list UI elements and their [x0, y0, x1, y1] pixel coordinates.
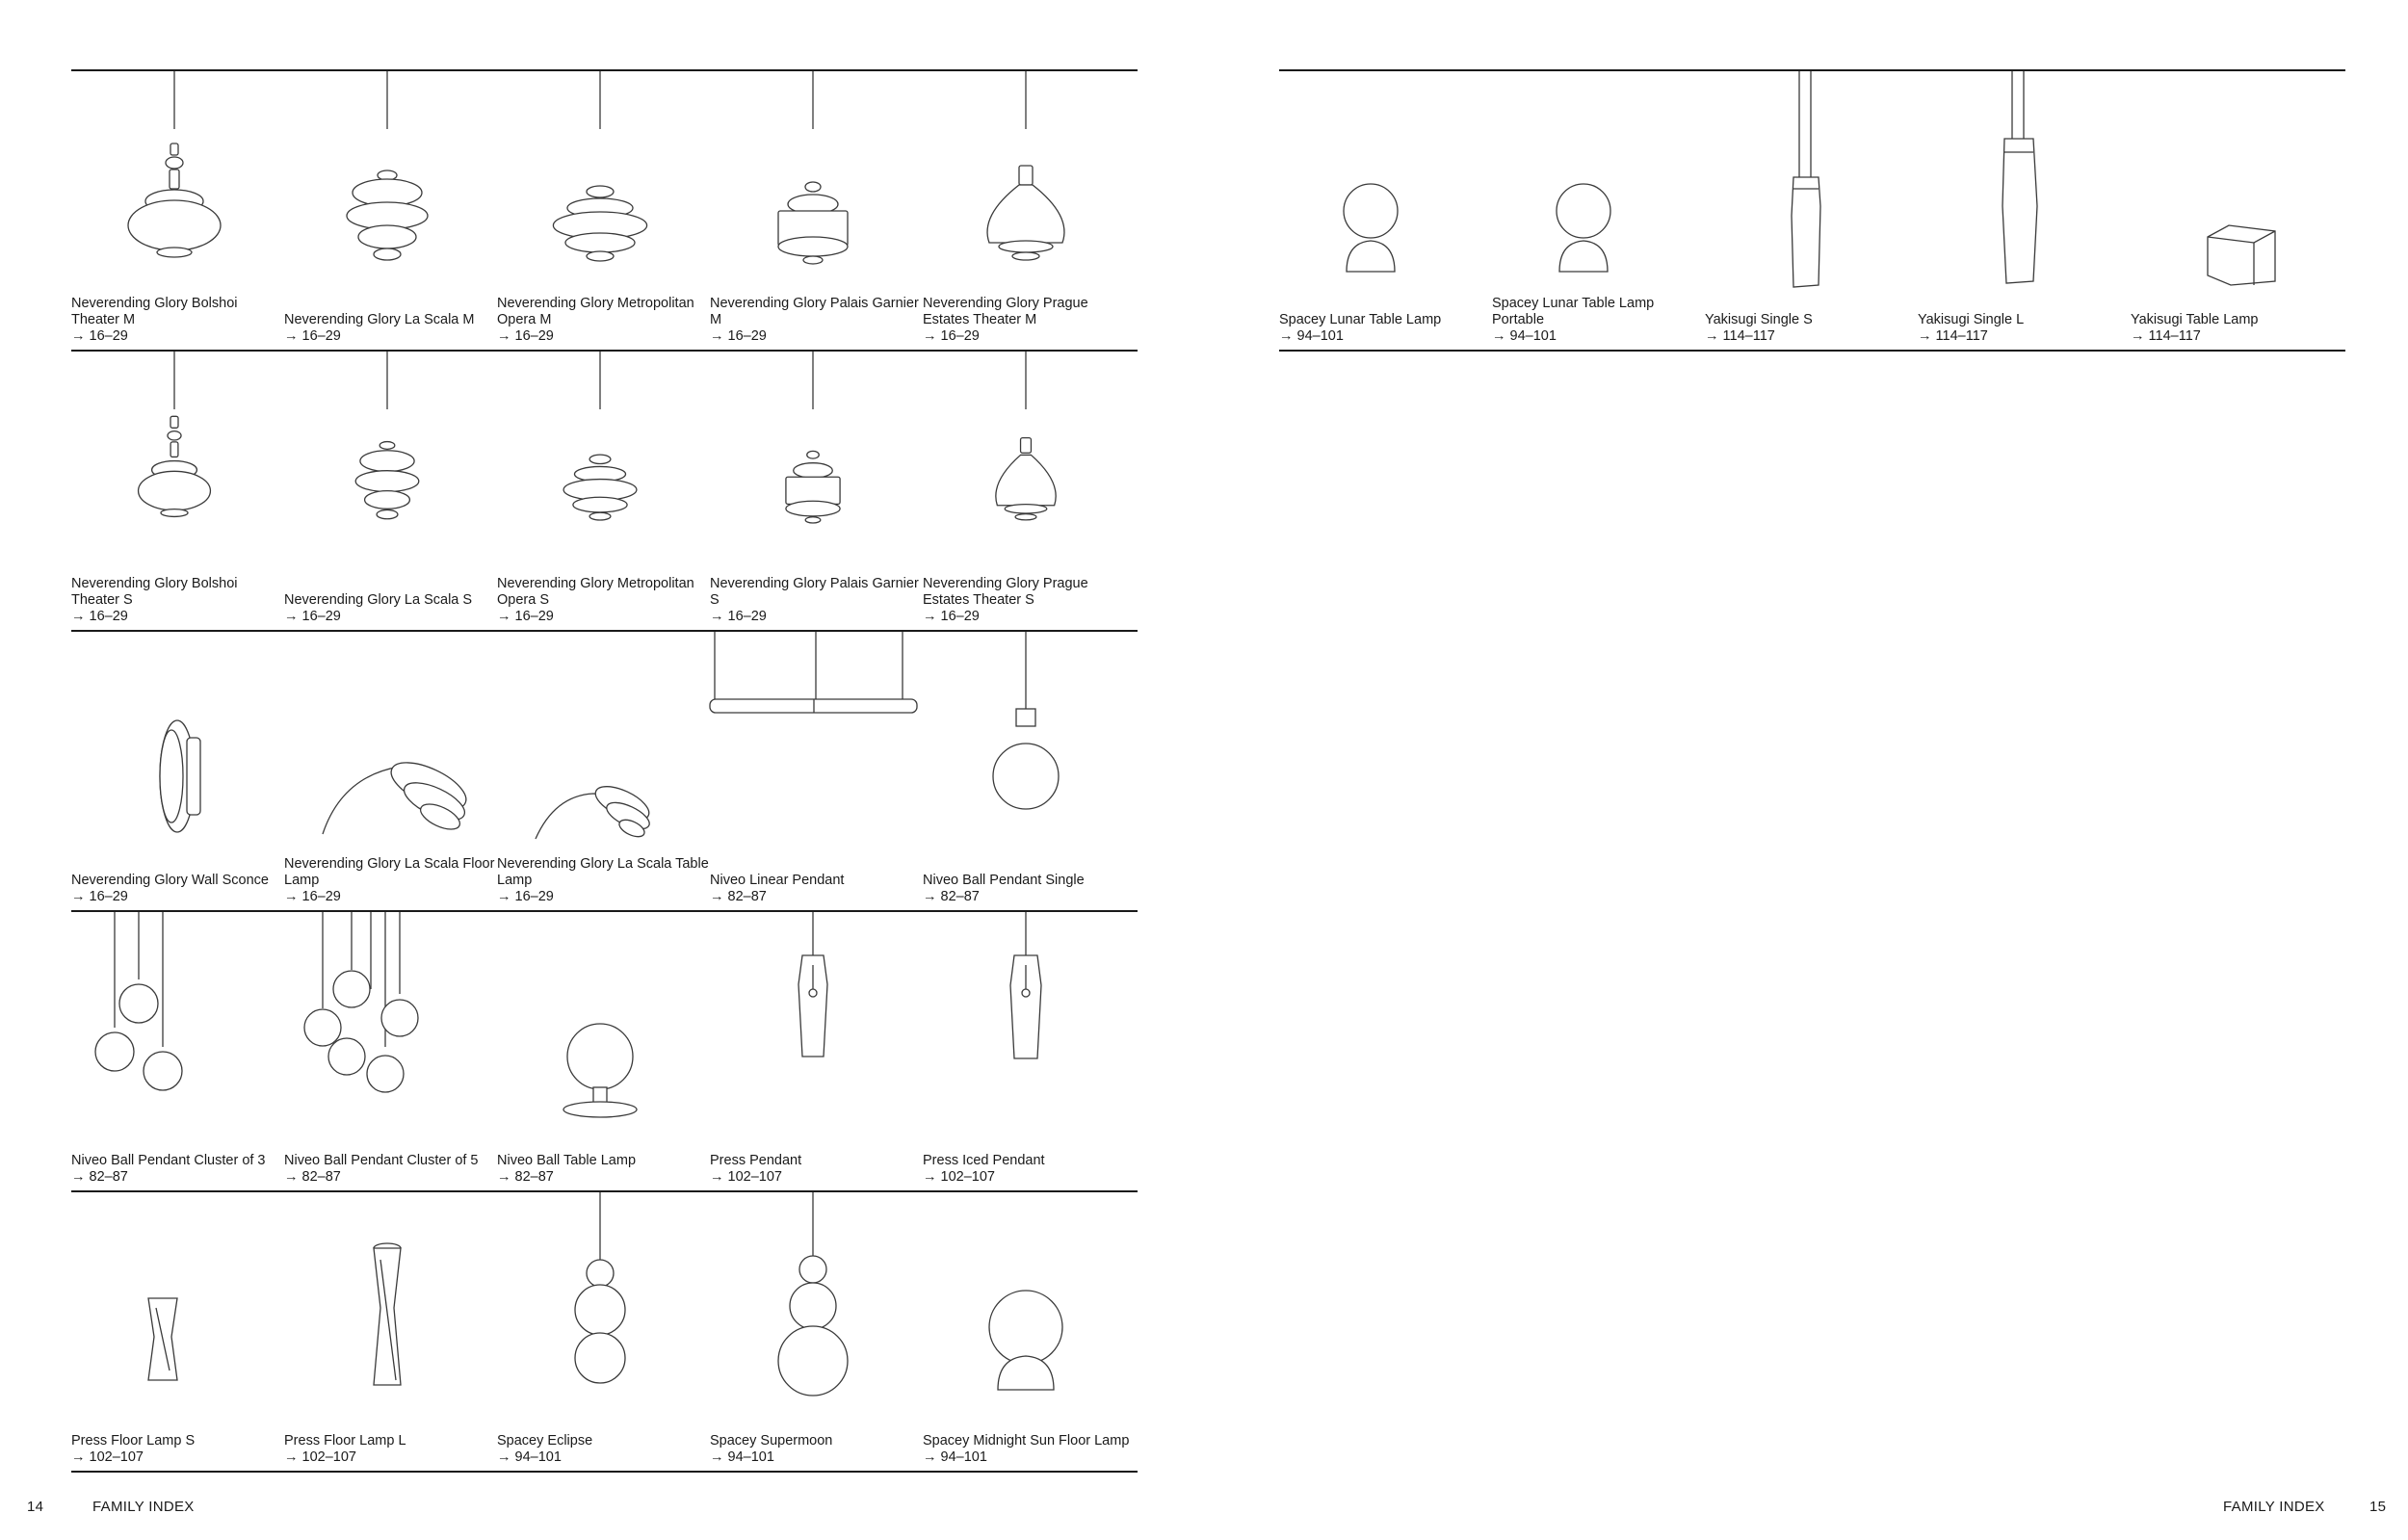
product-name: Neverending Glory Metropolitan Opera S [497, 576, 694, 608]
product-name: Neverending Glory La Scala Table Lamp [497, 856, 709, 888]
product-name: Spacey Supermoon [710, 1433, 833, 1449]
product-item[interactable] [71, 352, 278, 631]
table-lamp-icon [497, 632, 704, 853]
product-label [1279, 312, 1491, 345]
section-title: FAMILY INDEX [2223, 1499, 2325, 1515]
product-name: Yakisugi Single S [1705, 312, 1813, 327]
row-divider [1279, 350, 2345, 352]
press-iced-pendant-icon [923, 912, 1130, 1134]
product-item[interactable] [497, 1192, 704, 1472]
product-label [284, 312, 496, 345]
product-label [2131, 312, 2343, 345]
page-reference: → 16–29 [71, 889, 128, 904]
product-item[interactable] [710, 71, 917, 351]
cluster-3-icon [71, 912, 278, 1134]
product-name: Spacey Lunar Table Lamp Portable [1492, 296, 1655, 327]
product-label [1705, 312, 1917, 345]
product-name: Press Iced Pendant [923, 1153, 1045, 1168]
product-name: Neverending Glory Metropolitan Opera M [497, 296, 694, 327]
product-label [1918, 312, 2130, 345]
cluster-5-icon [284, 912, 491, 1134]
product-label [923, 1433, 1135, 1466]
product-name: Yakisugi Single L [1918, 312, 2025, 327]
page-reference: → 16–29 [710, 328, 767, 344]
product-label [497, 296, 709, 345]
yakisugi-table-icon [2131, 71, 2338, 293]
product-label [71, 873, 283, 905]
ball-pendant-icon [923, 632, 1130, 853]
product-name: Neverending Glory La Scala S [284, 592, 473, 608]
product-name: Spacey Lunar Table Lamp [1279, 312, 1442, 327]
product-name: Neverending Glory Wall Sconce [71, 873, 269, 888]
product-name: Press Floor Lamp S [71, 1433, 196, 1449]
product-name: Neverending Glory La Scala M [284, 312, 475, 327]
page-reference: → 16–29 [710, 609, 767, 624]
page-reference: → 16–29 [923, 328, 980, 344]
row-divider [71, 1471, 1138, 1473]
product-label [497, 576, 709, 625]
product-item[interactable] [284, 912, 491, 1191]
product-name: Press Floor Lamp L [284, 1433, 406, 1449]
prague-pendant-icon [923, 71, 1130, 293]
page-reference: → 94–101 [923, 1449, 987, 1465]
product-item[interactable] [497, 632, 709, 911]
product-label [710, 576, 922, 625]
palais-pendant-icon [710, 352, 917, 573]
la-scala-pendant-icon [284, 71, 491, 293]
product-item[interactable] [71, 912, 278, 1191]
product-label [923, 576, 1135, 625]
product-label [284, 1433, 496, 1466]
product-label [710, 296, 922, 345]
product-name: Neverending Glory Palais Garnier S [710, 576, 919, 608]
page-reference: → 16–29 [497, 889, 554, 904]
product-name: Neverending Glory Bolshoi Theater S [71, 576, 238, 608]
product-item[interactable] [710, 1192, 917, 1472]
product-name: Neverending Glory Palais Garnier M [710, 296, 919, 327]
product-item[interactable] [710, 352, 917, 631]
page-reference: → 114–117 [1705, 328, 1775, 344]
product-name: Niveo Ball Pendant Cluster of 5 [284, 1153, 479, 1168]
product-item[interactable] [71, 1192, 278, 1472]
product-label [923, 1153, 1135, 1186]
page-reference: → 114–117 [1918, 328, 1988, 344]
product-label [923, 296, 1135, 345]
product-name: Niveo Linear Pendant [710, 873, 845, 888]
ball-table-lamp-icon [497, 912, 704, 1134]
product-label [71, 296, 283, 345]
product-label [284, 592, 496, 625]
la-scala-pendant-icon [284, 352, 491, 573]
wall-sconce-icon [71, 632, 278, 853]
product-label [1492, 296, 1704, 345]
product-item[interactable] [284, 71, 491, 351]
product-item[interactable] [923, 352, 1130, 631]
product-item[interactable] [497, 352, 704, 631]
page-reference: → 94–101 [1492, 328, 1557, 344]
page-number: 14 [27, 1499, 44, 1515]
product-item[interactable] [1918, 71, 2125, 351]
product-label [497, 1433, 709, 1466]
spacey-supermoon-icon [710, 1192, 917, 1414]
product-item[interactable] [497, 71, 704, 351]
page-reference: → 16–29 [71, 328, 128, 344]
product-item[interactable] [923, 912, 1130, 1191]
metropolitan-pendant-icon [497, 71, 704, 293]
metropolitan-pendant-icon [497, 352, 704, 573]
product-name: Neverending Glory Prague Estates Theater M [923, 296, 1088, 327]
product-name: Niveo Ball Pendant Single [923, 873, 1085, 888]
bolshoi-pendant-icon [71, 352, 278, 573]
product-name: Press Pendant [710, 1153, 802, 1168]
page-reference: → 102–107 [284, 1449, 356, 1465]
page-reference: → 82–87 [284, 1169, 341, 1185]
spacey-eclipse-icon [497, 1192, 704, 1414]
page-reference: → 102–107 [710, 1169, 782, 1185]
family-index-grid-right [1204, 0, 2408, 1540]
product-item[interactable] [1705, 71, 1912, 351]
page-reference: → 82–87 [710, 889, 767, 904]
product-label [284, 1153, 496, 1186]
yakisugi-l-icon [1918, 71, 2125, 293]
product-label [710, 873, 922, 905]
product-item[interactable] [284, 632, 495, 911]
page-reference: → 16–29 [284, 889, 341, 904]
product-item[interactable] [923, 1192, 1130, 1472]
product-item[interactable] [1492, 71, 1699, 351]
page-reference: → 16–29 [284, 609, 341, 624]
page-reference: → 102–107 [923, 1169, 995, 1185]
page-reference: → 82–87 [923, 889, 980, 904]
product-name: Neverending Glory Bolshoi Theater M [71, 296, 238, 327]
page-reference: → 94–101 [497, 1449, 562, 1465]
page-reference: → 16–29 [923, 609, 980, 624]
product-item[interactable] [1279, 71, 1486, 351]
press-floor-l-icon [284, 1192, 491, 1414]
page-reference: → 16–29 [284, 328, 341, 344]
page-number: 15 [2369, 1499, 2387, 1515]
product-item[interactable] [2131, 71, 2338, 351]
product-label [71, 1153, 283, 1186]
lunar-portable-icon [1492, 71, 1699, 293]
product-label [497, 856, 709, 905]
product-name: Neverending Glory Prague Estates Theater S [923, 576, 1088, 608]
product-label [71, 1433, 283, 1466]
product-label [710, 1433, 922, 1466]
page-reference: → 16–29 [497, 328, 554, 344]
product-item[interactable] [497, 912, 704, 1191]
right-page [1204, 0, 2408, 1540]
product-label [710, 1153, 922, 1186]
page-reference: → 82–87 [71, 1169, 128, 1185]
product-label [71, 576, 283, 625]
product-name: Niveo Ball Table Lamp [497, 1153, 637, 1168]
product-item[interactable] [710, 912, 917, 1191]
press-pendant-icon [710, 912, 917, 1134]
press-floor-s-icon [71, 1192, 278, 1414]
page-reference: → 94–101 [710, 1449, 774, 1465]
product-item[interactable] [284, 1192, 491, 1472]
product-item[interactable] [284, 352, 491, 631]
prague-pendant-icon [923, 352, 1130, 573]
product-item[interactable] [710, 632, 917, 911]
product-name: Spacey Eclipse [497, 1433, 593, 1449]
floor-lamp-icon [284, 632, 491, 853]
product-name: Neverending Glory La Scala Floor Lamp [284, 856, 495, 888]
page-reference: → 102–107 [71, 1449, 144, 1465]
page-reference: → 114–117 [2131, 328, 2201, 344]
bolshoi-pendant-icon [71, 71, 278, 293]
lunar-table-lamp-icon [1279, 71, 1486, 293]
linear-pendant-icon [710, 632, 917, 853]
product-item[interactable] [923, 632, 1130, 911]
midnight-sun-icon [923, 1192, 1130, 1414]
product-label [497, 1153, 709, 1186]
product-item[interactable] [923, 71, 1130, 351]
product-label [284, 856, 496, 905]
product-label [923, 873, 1135, 905]
product-item[interactable] [71, 632, 278, 911]
page-reference: → 94–101 [1279, 328, 1344, 344]
palais-pendant-icon [710, 71, 917, 293]
product-name: Spacey Midnight Sun Floor Lamp [923, 1433, 1130, 1449]
page-reference: → 16–29 [497, 609, 554, 624]
yakisugi-s-icon [1705, 71, 1912, 293]
product-item[interactable] [71, 71, 278, 351]
page-reference: → 16–29 [71, 609, 128, 624]
page-reference: → 82–87 [497, 1169, 554, 1185]
product-name: Yakisugi Table Lamp [2131, 312, 2259, 327]
product-name: Niveo Ball Pendant Cluster of 3 [71, 1153, 266, 1168]
section-title: FAMILY INDEX [92, 1499, 195, 1515]
